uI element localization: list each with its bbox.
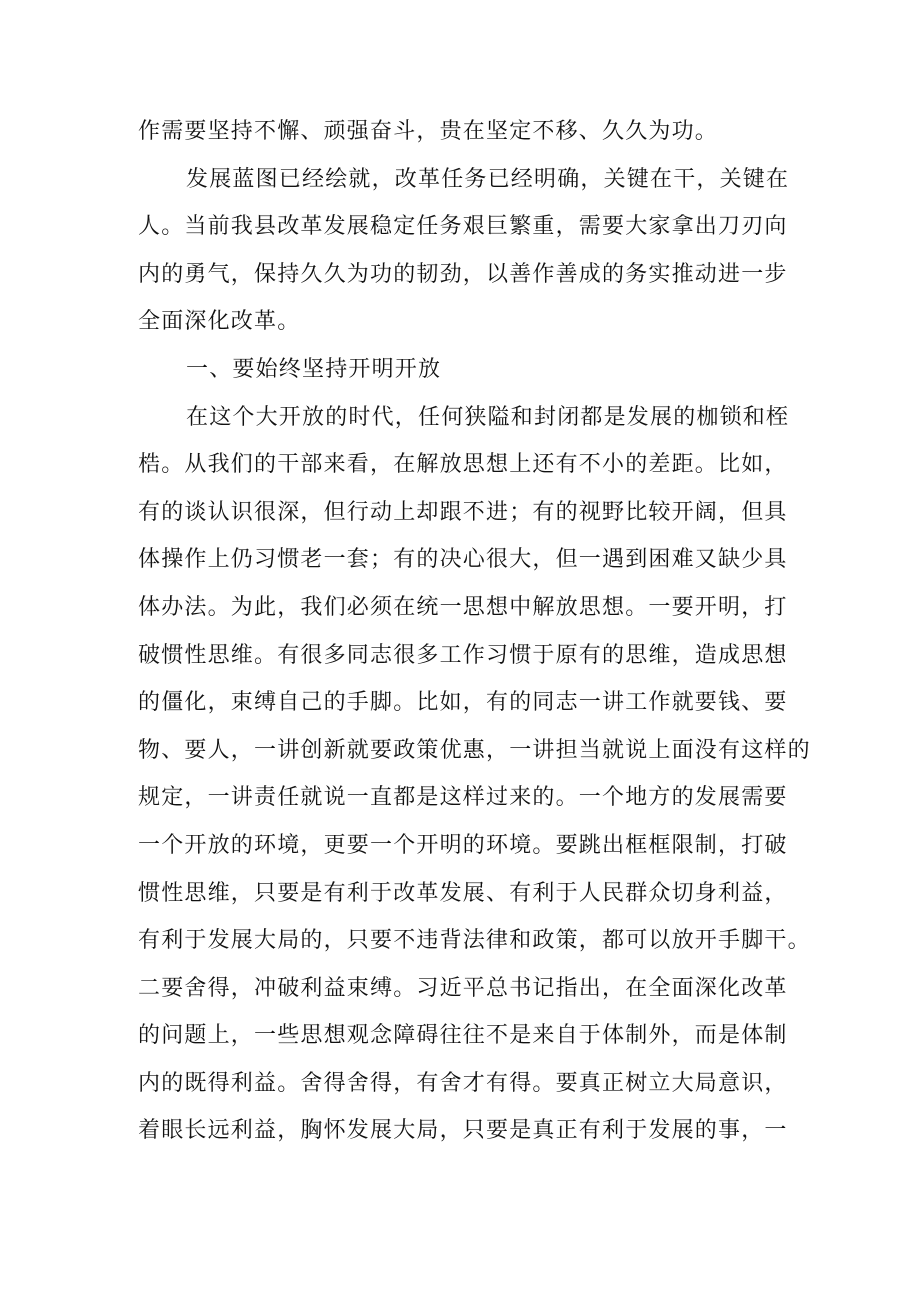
text-line: 内的既得利益。舍得舍得，有舍才有得。要真正树立大局意识， (138, 1070, 788, 1096)
text-line: 体办法。为此，我们必须在统一思想中解放思想。一要开明，打 (138, 594, 788, 620)
text-line: 在这个大开放的时代，任何狭隘和封闭都是发展的枷锁和桎 (186, 404, 790, 430)
text-line: 惯性思维，只要是有利于改革发展、有利于人民群众切身利益， (138, 880, 788, 906)
text-line: 作需要坚持不懈、顽强奋斗，贵在坚定不移、久久为功。 (138, 119, 719, 144)
text-line: 体操作上仍习惯老一套；有的决心很大，但一遇到困难又缺少具 (138, 547, 788, 573)
text-line: 一、要始终坚持开明开放 (186, 356, 442, 382)
text-line: 二要舍得，冲破利益束缚。习近平总书记指出，在全面深化改革 (138, 975, 788, 1001)
text-line: 的僵化，束缚自己的手脚。比如，有的同志一讲工作就要钱、要 (138, 690, 788, 716)
text-line: 的问题上，一些思想观念障碍往往不是来自于体制外，而是体制 (138, 1023, 788, 1049)
text-line: 一个开放的环境，更要一个开明的环境。要跳出框框限制，打破 (138, 832, 788, 858)
text-line: 规定，一讲责任就说一直都是这样过来的。一个地方的发展需要 (138, 785, 788, 811)
text-line: 梏。从我们的干部来看，在解放思想上还有不小的差距。比如， (138, 452, 788, 478)
text-line: 发展蓝图已经绘就，改革任务已经明确，关键在干，关键在 (186, 166, 790, 192)
body-text (138, 108, 811, 1155)
text-line: 人。当前我县改革发展稳定任务艰巨繁重，需要大家拿出刀刃向 (138, 214, 788, 240)
text-line: 破惯性思维。有很多同志很多工作习惯于原有的思维，造成思想 (138, 642, 788, 668)
text-line: 全面深化改革。 (138, 309, 301, 335)
text-line: 着眼长远利益，胸怀发展大局，只要是真正有利于发展的事，一 (138, 1118, 788, 1144)
text-line: 物、要人，一讲创新就要政策优惠，一讲担当就说上面没有这样的 (138, 737, 811, 763)
text-line: 有利于发展大局的，只要不违背法律和政策，都可以放开手脚干。 (138, 928, 811, 954)
text-line: 内的勇气，保持久久为功的韧劲，以善作善成的务实推动进一步 (138, 261, 788, 287)
text-line: 有的谈认识很深，但行动上却跟不进；有的视野比较开阔，但具 (138, 499, 788, 525)
